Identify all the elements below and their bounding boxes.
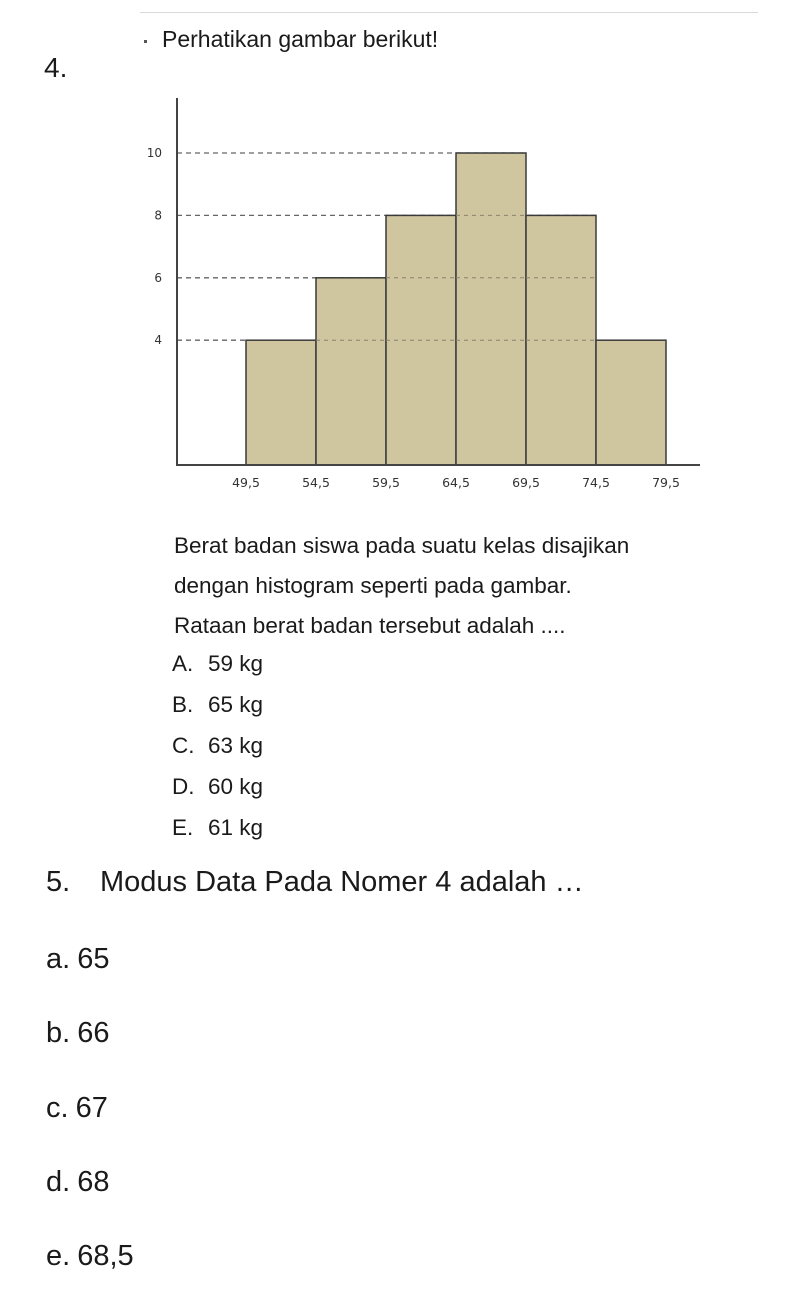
x-tick-label: 69,5	[512, 475, 540, 490]
x-tick-label: 49,5	[232, 475, 260, 490]
q4-option-e[interactable]: E. 61 kg	[172, 815, 264, 840]
q4-option-b[interactable]: B. 65 kg	[172, 692, 264, 717]
question-4-line-2: dengan histogram seperti pada gambar.	[174, 573, 572, 598]
x-tick-labels	[232, 475, 680, 490]
question-5-number: 5.	[46, 866, 71, 898]
q4-option-c[interactable]: C. 63 kg	[172, 733, 264, 758]
bar-49,5	[246, 340, 316, 465]
y-tick-label: 8	[154, 208, 162, 223]
y-tick-label: 10	[146, 146, 162, 160]
q4-option-d[interactable]: D. 60 kg	[172, 774, 264, 799]
q5-option-e[interactable]: e. 68,5	[46, 1240, 134, 1272]
x-tick-label: 64,5	[442, 475, 470, 490]
q5-option-c[interactable]: c. 67	[46, 1092, 108, 1124]
question-4-intro: Perhatikan gambar berikut!	[162, 26, 439, 52]
bars	[246, 153, 666, 465]
question-4-number: 4.	[44, 52, 68, 83]
y-tick-label: 4	[154, 333, 162, 348]
question-4-line-1: Berat badan siswa pada suatu kelas disajikan	[174, 533, 630, 558]
x-tick-label: 54,5	[302, 475, 330, 490]
y-tick-labels	[147, 146, 162, 347]
q4-option-a[interactable]: A. 59 kg	[172, 651, 264, 676]
q5-option-a[interactable]: a. 65	[46, 943, 110, 975]
histogram-chart	[130, 90, 710, 505]
y-tick-label: 6	[154, 270, 162, 285]
x-tick-label: 74,5	[582, 475, 610, 490]
x-tick-label: 59,5	[372, 475, 400, 490]
question-4-line-3: Rataan berat badan tersebut adalah ....	[174, 613, 566, 638]
bar-54,5	[316, 278, 386, 465]
bar-64,5	[456, 153, 526, 465]
x-tick-label: 79,5	[652, 475, 680, 490]
q5-option-b[interactable]: b. 66	[46, 1017, 110, 1049]
question-5-text: Modus Data Pada Nomer 4 adalah …	[100, 866, 584, 898]
q5-option-d[interactable]: d. 68	[46, 1166, 110, 1198]
bullet-mark	[144, 40, 147, 43]
bar-74,5	[596, 340, 666, 465]
question-5	[46, 866, 584, 899]
top-divider	[140, 12, 758, 13]
